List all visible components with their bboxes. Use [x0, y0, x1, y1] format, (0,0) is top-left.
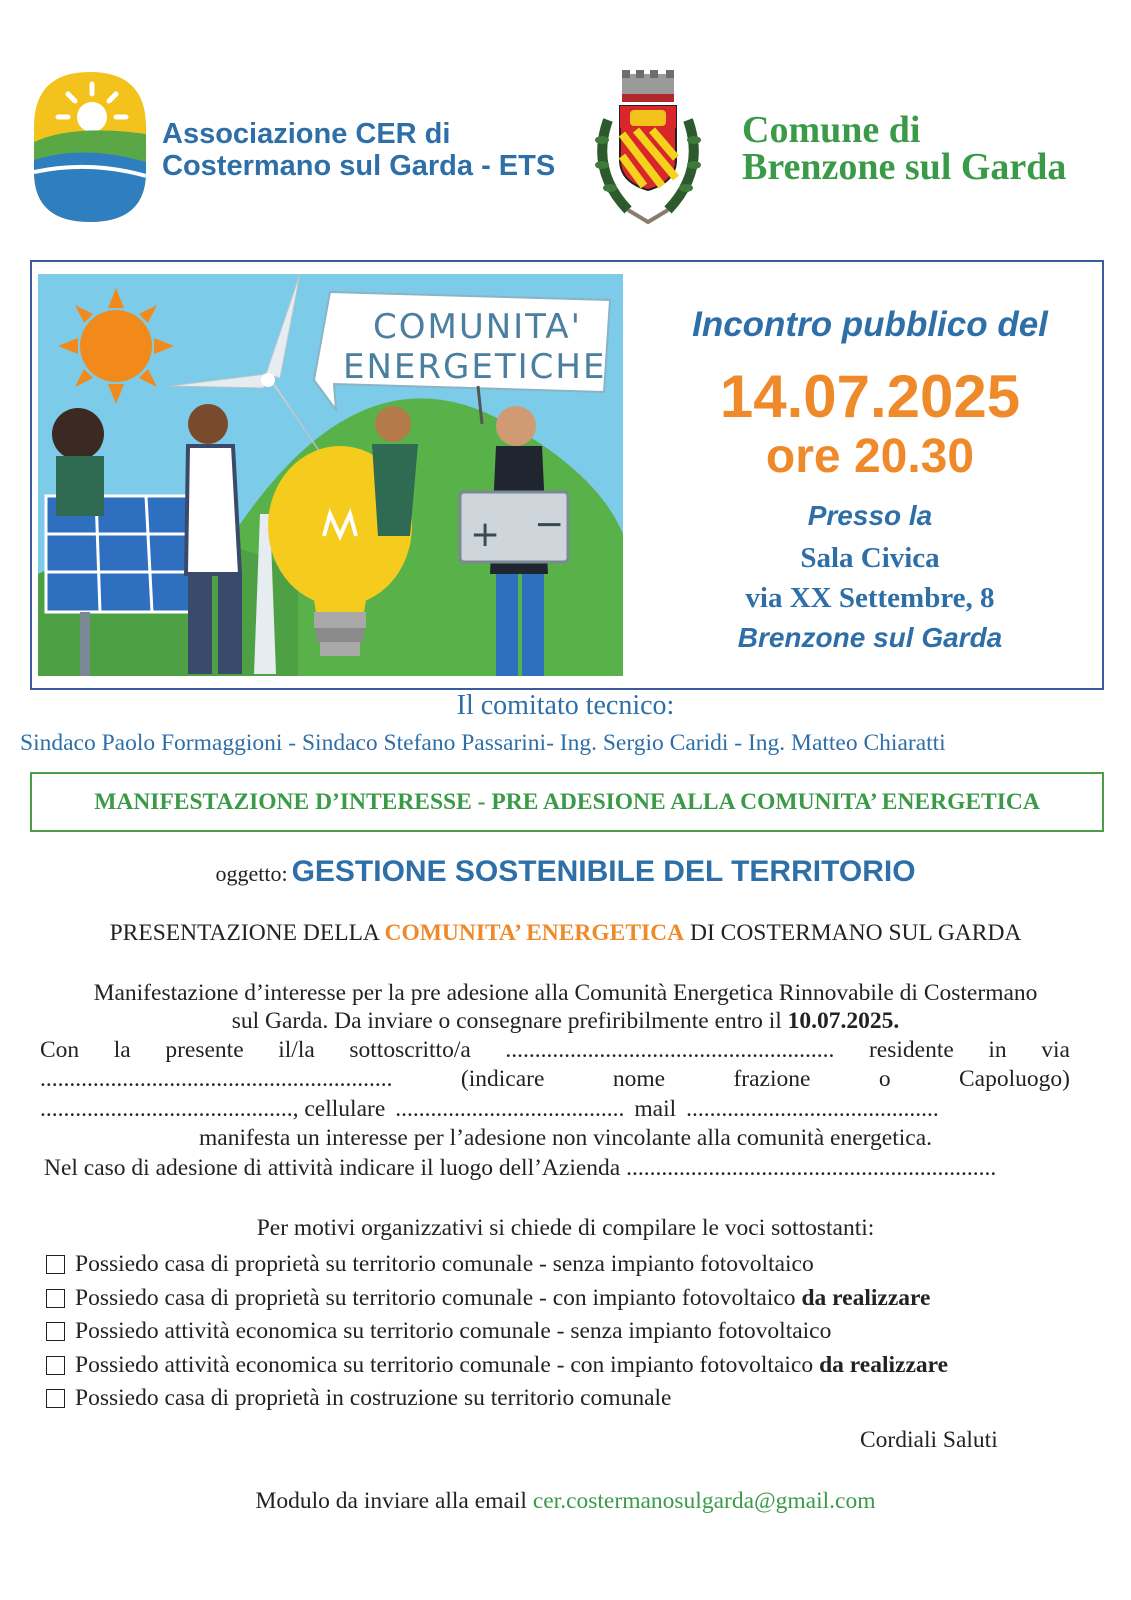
event-venue-line2: Sala Civica [800, 542, 940, 574]
checkbox[interactable] [46, 1356, 65, 1375]
form-word: in [988, 1037, 1007, 1063]
form-word: frazione [733, 1066, 811, 1092]
form-word: sottoscritto/a [349, 1037, 471, 1063]
committee-members: Sindaco Paolo Formaggioni - Sindaco Stefano Passarini- Ing. Sergio Caridi - Ing. Matteo Chiaratti [20, 730, 946, 756]
intro-line1: Manifestazione d’interesse per la pre adesione alla Comunità Energetica Rinnovabile di Costermano [93, 980, 1038, 1006]
presentazione-highlight: COMUNITA’ ENERGETICA [384, 920, 685, 946]
motivi-line: Per motivi organizzativi si chiede di compilare le voci sottostanti: [256, 1215, 875, 1241]
event-date: 14.07.2025 [719, 363, 1021, 430]
checkbox-item[interactable] [46, 1349, 948, 1383]
presentazione-before: PRESENTAZIONE DELLA [109, 920, 379, 946]
oggetto-value: GESTIONE SOSTENIBILE DEL TERRITORIO [291, 855, 916, 888]
checkbox-label: Possiedo casa di proprietà in costruzione su territorio comunale [75, 1385, 672, 1412]
comune-name-line1: Comune di [742, 109, 921, 151]
association-name-line2: Costermano sul Garda - ETS [162, 150, 556, 182]
azienda-line[interactable]: Nel caso di adesione di attività indicare il luogo dell’Azienda ............................................................... [44, 1155, 997, 1181]
form-word: presente [165, 1037, 244, 1063]
association-name [162, 118, 555, 182]
manifestazione-banner: MANIFESTAZIONE D’INTERESSE - PRE ADESIONE ALLA COMUNITA’ ENERGETICA [30, 772, 1104, 832]
mail-fill-line[interactable]: ........................................... [686, 1096, 939, 1122]
intro-line2 [0, 1008, 1131, 1035]
intro-line2-text: sul Garda. Da inviare o consegnare prefiribilmente entro il [231, 1008, 782, 1034]
checkbox-label: Possiedo attività economica su territorio comunale - con impianto fotovoltaico [75, 1351, 814, 1378]
form-row-address [40, 1066, 1070, 1093]
deadline-date: 10.07.2025. [787, 1008, 900, 1034]
assoc-cer-logo [34, 72, 146, 222]
svg-text:+: + [470, 514, 501, 555]
checkbox[interactable] [46, 1389, 65, 1408]
footer-label: Modulo da inviare alla email [255, 1488, 527, 1514]
checkbox-label: Possiedo casa di proprietà su territorio comunale - senza impianto fotovoltaico [75, 1251, 814, 1278]
comune-name [742, 109, 1067, 188]
address-fill-line[interactable]: ............................................................ [40, 1066, 393, 1092]
checkbox[interactable] [46, 1322, 65, 1341]
checkbox[interactable] [46, 1255, 65, 1274]
name-fill-line[interactable]: ........................................................ [505, 1037, 835, 1063]
footer [0, 1488, 1131, 1515]
event-venue-line1: Presso la [807, 500, 933, 531]
comune-name-line2: Brenzone sul Garda [742, 146, 1067, 188]
checkbox-label: Possiedo casa di proprietà su territorio comunale - con impianto fotovoltaico [75, 1284, 796, 1311]
form-word: la [113, 1037, 131, 1063]
checkbox-label-bold: da realizzare [819, 1351, 949, 1378]
form-word: residente [868, 1037, 954, 1063]
svg-text:−: − [534, 504, 565, 545]
form-word: o [878, 1066, 891, 1092]
checkbox-item[interactable] [46, 1248, 948, 1282]
phone-fill-line[interactable]: ..........................................., cellulare [40, 1096, 386, 1122]
oggetto-label: oggetto: [215, 861, 288, 886]
presentazione-line [0, 920, 1131, 947]
checkbox-item[interactable] [46, 1382, 948, 1416]
phone-dots[interactable]: ....................................... [395, 1096, 625, 1122]
form-word: (indicare [460, 1066, 545, 1092]
closing-greeting: Cordiali Saluti [860, 1427, 998, 1453]
form-word: Capoluogo) [959, 1066, 1070, 1092]
form-word: il/la [278, 1037, 315, 1063]
event-venue-line4: Brenzone sul Garda [737, 622, 1003, 653]
form-word: Con [40, 1037, 80, 1063]
manifesta-line: manifesta un interesse per l’adesione non vincolante alla comunità energetica. [199, 1125, 932, 1151]
form-row-contacts [40, 1096, 1070, 1123]
form-row-name [40, 1037, 1070, 1064]
checkbox-label-bold: da realizzare [801, 1284, 931, 1311]
mail-label: mail [634, 1096, 677, 1122]
checkbox[interactable] [46, 1289, 65, 1308]
association-name-line1: Associazione CER di [162, 118, 451, 150]
checkbox-item[interactable] [46, 1282, 948, 1316]
oggetto-line [0, 855, 1131, 889]
presentazione-after: DI COSTERMANO SUL GARDA [689, 920, 1022, 946]
footer-email-link[interactable]: cer.costermanosulgarda@gmail.com [532, 1488, 876, 1514]
event-venue-line3: via XX Settembre, 8 [745, 582, 995, 614]
event-time: ore 20.30 [765, 430, 975, 483]
committee-title: Il comitato tecnico: [456, 690, 675, 721]
comune-coat-of-arms [588, 70, 708, 230]
checkbox-item[interactable] [46, 1315, 948, 1349]
form-word: nome [612, 1066, 666, 1092]
sign-text-line2: ENERGETICHE [343, 347, 607, 387]
form-word: via [1041, 1037, 1070, 1063]
checkbox-list [46, 1248, 948, 1416]
sign-text-line1: COMUNITA' [373, 307, 582, 347]
community-energy-illustration [38, 274, 623, 676]
checkbox-label: Possiedo attività economica su territorio comunale - senza impianto fotovoltaico [75, 1318, 832, 1345]
event-title: Incontro pubblico del [692, 305, 1048, 344]
